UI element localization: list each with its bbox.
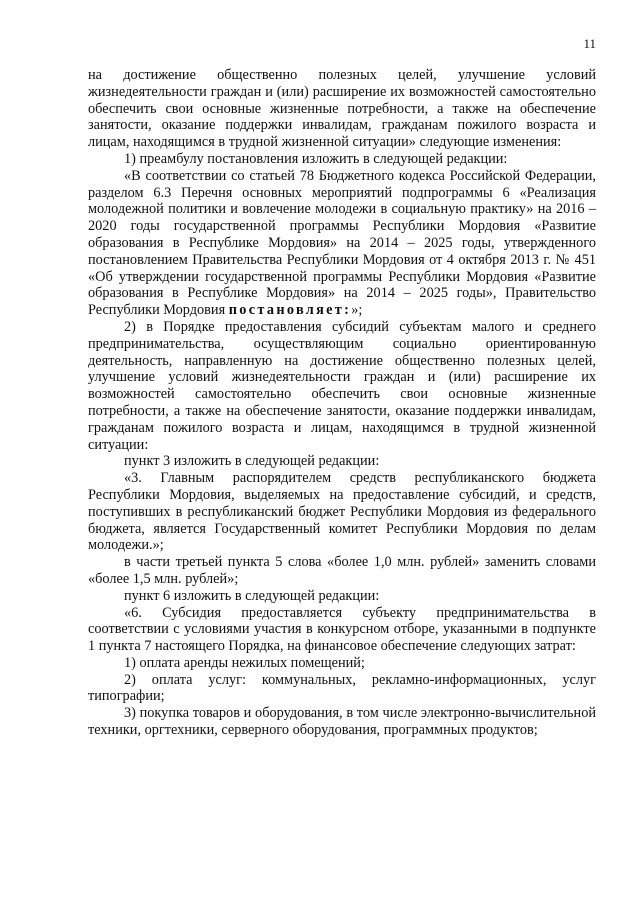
paragraph-point-6-text: «6. Субсидия предоставляется субъекту предпринимательства в соответствии с условиями участия в конкурсном отборе, указанными в подпункте 1 пункта 7 настоящего Порядка, на финансовое обеспечение следующих затрат: [88,604,596,655]
list-item-rent: 1) оплата аренды нежилых помещений; [124,654,365,671]
paragraph-point-5-change: в части третьей пункта 5 слова «более 1,0 млн. рублей» заменить словами «более 1,5 млн. рублей»; [88,554,596,587]
list-item-services: 2) оплата услуг: коммунальных, рекламно-информационных, услуг типографии; [88,671,596,705]
list-item-equipment: 3) покупка товаров и оборудования, в том числе электронно-вычислительной техники, оргтехники, серверного оборудования, программных продуктов; [88,705,596,739]
paragraph-item-2: 2) в Порядке предоставления субсидий субъектам малого и среднего предпринимательства, осуществляющим социально ориентированную деятельность, направленную на достижение общественно полезных целей, улучшение условий жизнедеятельности граждан и (или) расширение их возможностей самостоятельно обеспечить свои основные жизненные потребности, а также на обеспечение занятости, оказание поддержки инвалидам, гражданам пожилого возраста и лицам, находящимся в трудной жизненной ситуации: [88,318,596,453]
paragraph-preamble [88,168,596,319]
document-body [88,67,596,739]
paragraph-point-6-intro: пункт 6 изложить в следующей редакции: [124,587,380,604]
paragraph-point-3-intro: пункт 3 изложить в следующей редакции: [124,453,380,470]
paragraph-point-3-text: «3. Главным распорядителем средств республиканского бюджета Республики Мордовия, выделяемых на предоставление субсидий, и средств, поступивших в республиканский бюджет Республики Мордовия из федерального бюджета, является Государственный комитет Республики Мордовия по делам молодежи.»; [88,470,596,554]
decree-tail: »; [351,302,363,319]
paragraph-item-1: 1) преамбулу постановления изложить в следующей редакции: [124,150,508,167]
paragraph-continuation: на достижение общественно полезных целей, улучшение условий жизнедеятельности граждан и (или) расширение их возможностей самостоятельно обеспечить свои основные жизненные потребности, а также на обеспечение занятости, оказание поддержки инвалидам, гражданам пожилого возраста и лицам, находящимся в трудной жизненной ситуации» следующие изменения: [88,67,596,151]
preamble-text: «В соответствии со статьей 78 Бюджетного кодекса Российской Федерации, разделом 6.3 Перечня основных мероприятий подпрограммы 6 «Реализация молодежной политики и вовлечение молодежи в социальную практику» на 2016 – 2020 годы государственной программы Республики Мордовия «Развитие образования в Республике Мордовия» на 2014 – 2025 годы, утвержденного постановлением Правительства Республики Мордовия от 4 октября 2013 г. № 451 «Об утверждении государственной программы Республики Мордовия «Развитие образования в Республике Мордовия» на 2014 – 2025 годы», Правительство Республики Мордовия [88,167,596,319]
page-number: 11 [583,36,596,51]
decree-word: постановляет: [228,302,352,319]
